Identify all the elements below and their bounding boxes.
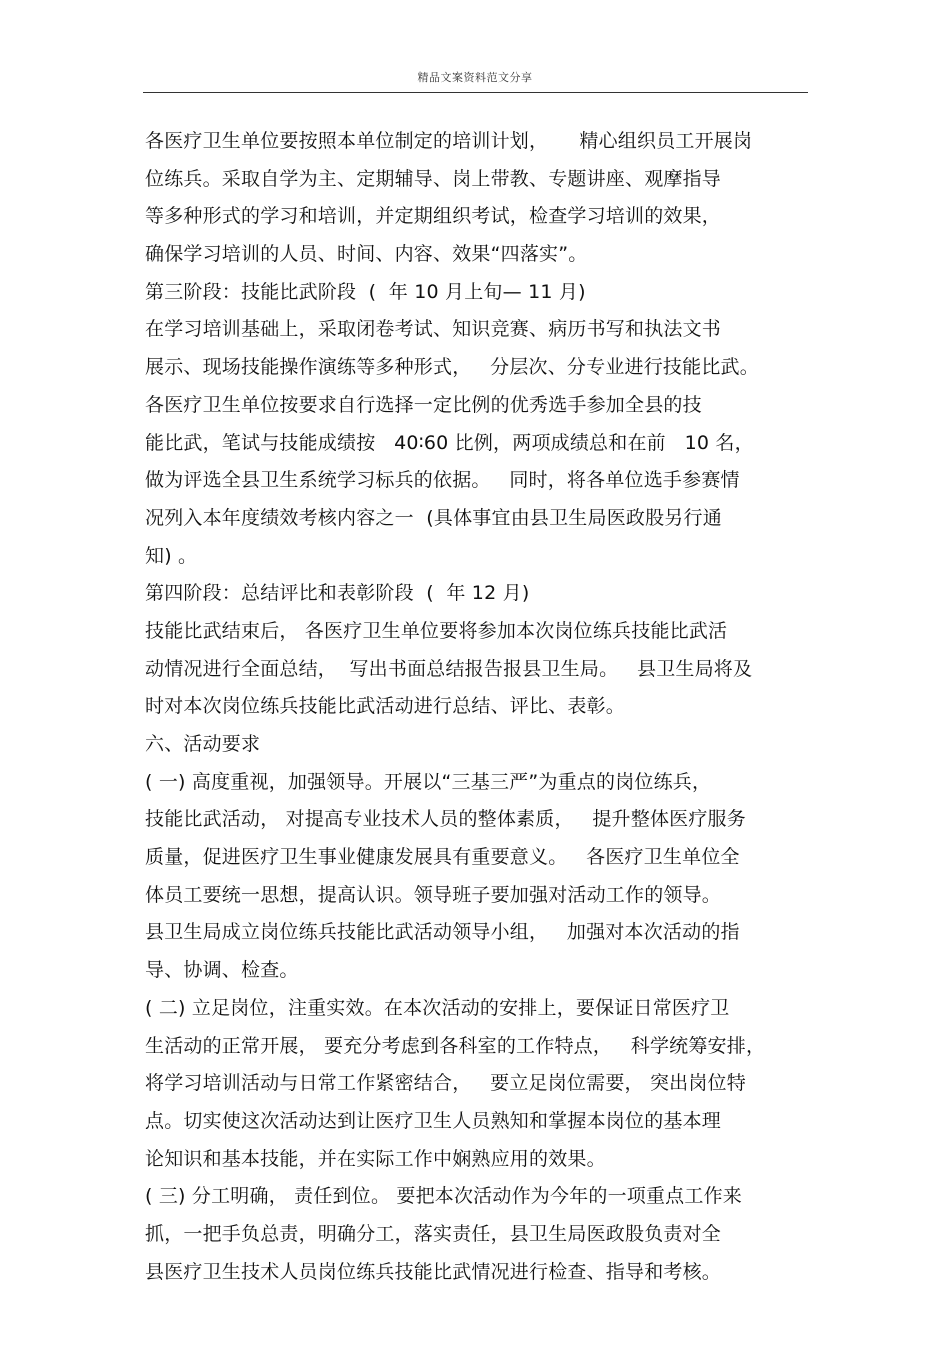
header-rule: [143, 92, 808, 93]
text-line: 体员工要统一思想，提高认识。领导班子要加强对活动工作的领导。: [145, 883, 722, 906]
text-line: 导、协调、检查。: [145, 959, 299, 982]
text-line: 时对本次岗位练兵技能比武活动进行总结、评比、表彰。: [145, 695, 626, 718]
text-line: ( 三) 分工明确， 责任到位。 要把本次活动作为今年的一项重点工作来: [145, 1185, 742, 1208]
text-line: 知) 。: [145, 544, 198, 567]
text-line: 各医疗卫生单位要按照本单位制定的培训计划， 精心组织员工开展岗: [145, 130, 753, 152]
text-line: 县卫生局成立岗位练兵技能比武活动领导小组， 加强对本次活动的指: [145, 921, 740, 944]
text-line: 做为评选全县卫生系统学习标兵的依据。 同时，将各单位选手参赛情: [145, 469, 740, 492]
text-line: 在学习培训基础上，采取闭卷考试、知识竞赛、病历书写和执法文书: [145, 318, 722, 341]
text-line: 动情况进行全面总结， 写出书面总结报告报县卫生局。 县卫生局将及: [145, 657, 753, 680]
text-line: 各医疗卫生单位按要求自行选择一定比例的优秀选手参加全县的技: [145, 393, 702, 416]
text-line: 确保学习培训的人员、时间、内容、效果“四落实”。: [145, 243, 588, 266]
text-line: 质量，促进医疗卫生事业健康发展具有重要意义。 各医疗卫生单位全: [145, 846, 740, 869]
text-line: 论知识和基本技能，并在实际工作中娴熟应用的效果。: [145, 1147, 606, 1170]
text-line: 能比武，笔试与技能成绩按 40∶60 比例，两项成绩总和在前 10 名，: [145, 431, 754, 454]
section-heading-requirements: 六、活动要求: [145, 733, 261, 755]
text-line: 等多种形式的学习和培训，并定期组织考试，检查学习培训的效果，: [145, 205, 722, 228]
text-line: 抓，一把手负总责，明确分工，落实责任，县卫生局医政股负责对全: [145, 1222, 722, 1245]
text-line: 技能比武活动， 对提高专业技术人员的整体素质， 提升整体医疗服务: [145, 808, 746, 831]
text-line: 点。切实使这次活动达到让医疗卫生人员熟知和掌握本岗位的基本理: [145, 1109, 722, 1132]
text-line: ( 一) 高度重视，加强领导。开展以“三基三严”为重点的岗位练兵，: [145, 770, 712, 793]
text-line: 将学习培训活动与日常工作紧密结合， 要立足岗位需要， 突出岗位特: [145, 1072, 746, 1095]
section-heading-stage-4: 第四阶段：总结评比和表彰阶段 ( 年 12 月): [145, 582, 530, 605]
section-heading-stage-3: 第三阶段：技能比武阶段 ( 年 10 月上旬— 11 月): [145, 280, 586, 303]
text-line: 生活动的正常开展， 要充分考虑到各科室的工作特点， 科学统筹安排，: [145, 1034, 766, 1057]
text-line: 展示、现场技能操作演练等多种形式， 分层次、分专业进行技能比武。: [145, 356, 759, 379]
text-line: 况列入本年度绩效考核内容之一 (具体事宜由县卫生局医政股另行通: [145, 506, 722, 529]
text-line: 技能比武结束后， 各医疗卫生单位要将参加本次岗位练兵技能比武活: [145, 619, 728, 642]
page-header: 精品文案资料范文分享: [417, 71, 533, 84]
text-line: ( 二) 立足岗位，注重实效。在本次活动的安排上，要保证日常医疗卫: [145, 996, 730, 1019]
text-line: 县医疗卫生技术人员岗位练兵技能比武情况进行检查、指导和考核。: [145, 1260, 722, 1283]
document-body: [145, 123, 825, 1291]
text-line: 位练兵。采取自学为主、定期辅导、岗上带教、专题讲座、观摩指导: [145, 167, 722, 190]
